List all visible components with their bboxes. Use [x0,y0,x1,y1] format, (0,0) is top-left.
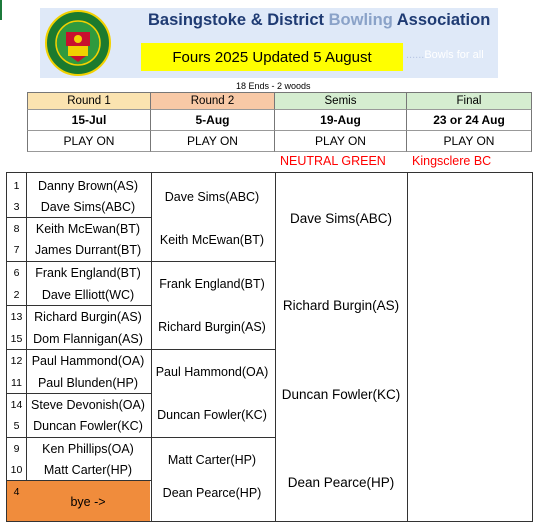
round1-player: Duncan Fowler(KC) [33,418,143,433]
round2-player: Frank England(BT) [159,277,265,291]
tagline: ......Bowls for all [406,49,484,61]
seed-number: 13 [10,310,23,323]
round2-date: 5-Aug [151,110,275,131]
competition-title: Fours 2025 Updated 5 August [141,43,403,71]
semis-status: PLAY ON [275,131,407,152]
round2-status: PLAY ON [151,131,275,152]
final-date: 23 or 24 Aug [407,110,532,131]
round1-player: Dave Elliott(WC) [41,287,135,302]
seed-number: 14 [10,398,23,411]
seed-number: 11 [11,376,22,389]
round1-player: Frank England(BT) [35,265,141,280]
round2-player: Keith McEwan(BT) [159,233,265,247]
ends-note: 18 Ends - 2 woods [236,81,311,91]
seed-number: 15 [10,332,23,345]
round1-header: Round 1 [27,92,151,110]
final-venue: Kingsclere BC [412,154,492,168]
seed-number: 8 [13,222,20,235]
seed-number: 6 [13,266,20,279]
seed-number: 2 [13,288,20,301]
semis-venue: NEUTRAL GREEN [280,154,386,168]
left-edge-marker [0,0,2,20]
round2-player: Duncan Fowler(KC) [157,408,267,422]
seed-number: 3 [13,200,20,213]
final-status: PLAY ON [407,131,532,152]
seed-number: 1 [13,179,20,192]
seed-number: 12 [10,354,23,367]
association-logo [44,10,112,76]
round1-player: Dom Flannigan(AS) [33,331,143,346]
round2-player: Dave Sims(ABC) [164,190,260,204]
seed-number: 9 [13,442,20,455]
round1-player: Danny Brown(AS) [37,178,139,193]
round1-player: Steve Devonish(OA) [31,397,145,412]
round2-player: Richard Burgin(AS) [158,320,266,334]
semis-header: Semis [275,92,407,110]
round1-date: 15-Jul [27,110,151,131]
round1-player: James Durrant(BT) [34,242,142,257]
semis-player: Richard Burgin(AS) [282,297,400,313]
round2-player: Dean Pearce(HP) [162,486,262,500]
round2-header: Round 2 [151,92,275,110]
semis-date: 19-Aug [275,110,407,131]
final-header: Final [407,92,532,110]
association-title: Basingstoke & District Bowling Association [148,11,491,29]
round1-player: Matt Carter(HP) [43,462,133,477]
round1-player: Paul Hammond(OA) [31,353,145,368]
round2-player: Paul Hammond(OA) [155,365,269,379]
semis-player: Dean Pearce(HP) [287,474,395,490]
round1-player: Richard Burgin(AS) [34,309,142,324]
seed-number: 10 [10,463,23,476]
seed-number: 4 [13,486,20,498]
round1-player: Keith McEwan(BT) [35,221,141,236]
round1-player: Dave Sims(ABC) [40,199,136,214]
semis-player: Duncan Fowler(KC) [281,386,401,402]
round2-player: Matt Carter(HP) [167,453,257,467]
round1-player: Paul Blunden(HP) [37,375,139,390]
semis-player: Dave Sims(ABC) [289,210,392,226]
seed-number: 5 [13,419,20,432]
seed-number: 7 [13,243,20,256]
bye-label: bye -> [70,495,106,509]
round1-status: PLAY ON [27,131,151,152]
round1-player: Ken Phillips(OA) [42,441,134,456]
